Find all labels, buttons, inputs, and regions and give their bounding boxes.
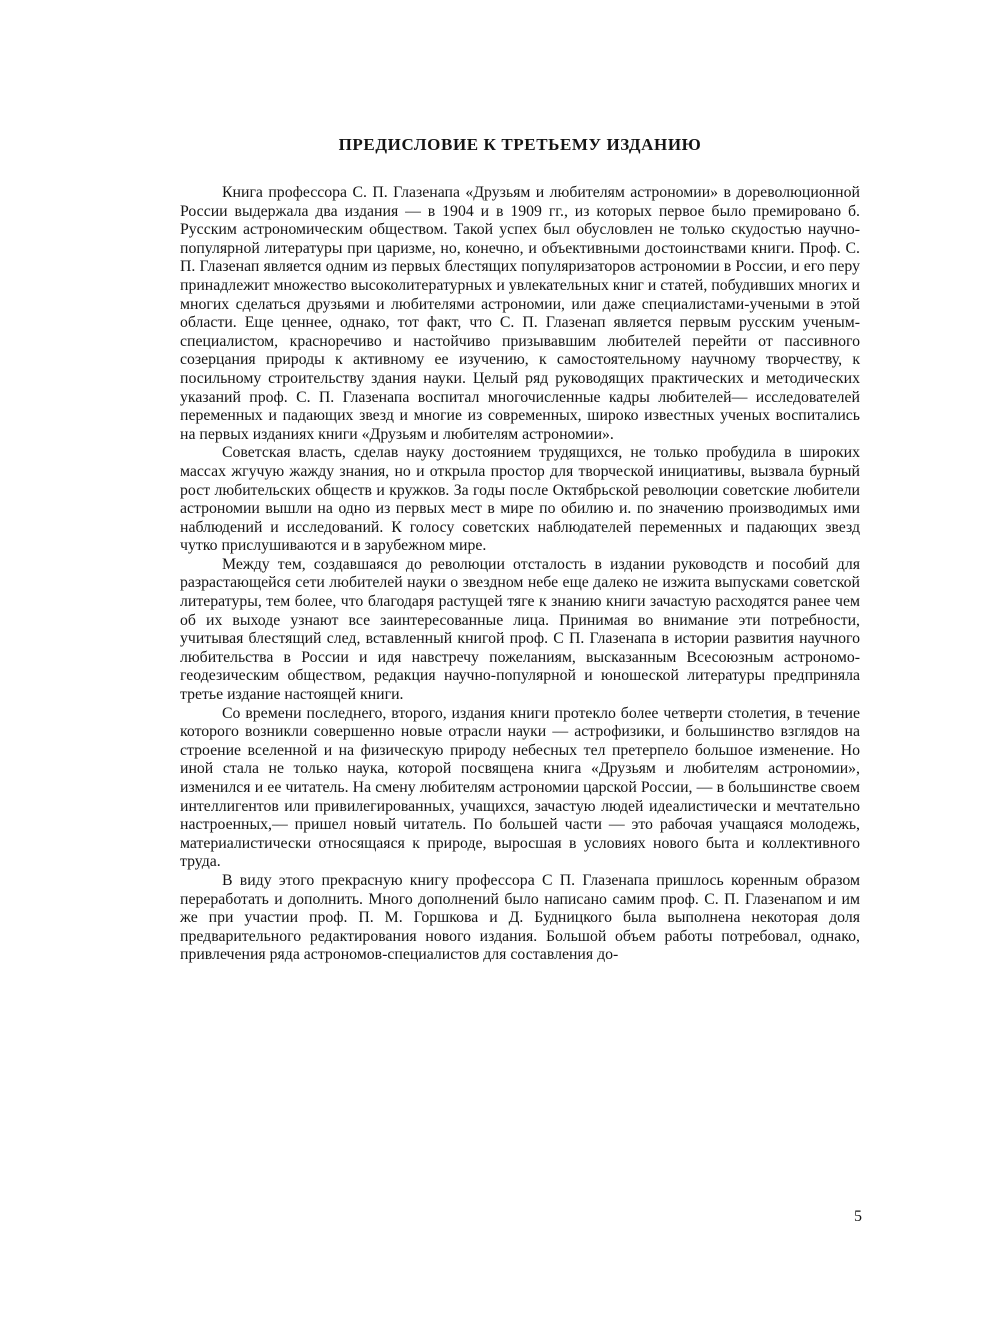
paragraph-3: Между тем, создавшаяся до революции отсталость в издании руководств и пособий для разрастающейся сети любителей науки о звездном небе еще далеко не изжита выпусками советской литературы, тем более, что благодаря растущей тяге к знанию книги зачастую расходятся ранее чем об их выходе узнают все заинтересованные лица. Принимая во внимание эти потребности, учитывая блестящий след, вставленный книгой проф. С П. Глазенапа в истории развития научного любительства в России и идя навстречу пожеланиям, высказанным Всесоюзным астрономо-геодезическим обществом, редакция научно-популярной и юношеской литературы предприняла третье издание настоящей книги. [180,555,860,704]
paragraph-5: В виду этого прекрасную книгу профессора С П. Глазенапа пришлось коренным образом переработать и дополнить. Много дополнений было написано самим проф. С. П. Глазенапом и им же при участии проф. П. М. Горшкова и Д. Будницкого была выполнена некоторая доля предварительного редактирования нового издания. Большой объем работы потребовал, однако, привлечения ряда астрономов-специалистов для составления до- [180,871,860,964]
paragraph-1: Книга профессора С. П. Глазенапа «Друзьям и любителям астрономии» в дореволюционной России выдержала два издания — в 1904 и в 1909 гг., из которых первое было премировано б. Русским астрономическим обществом. Такой успех был обусловлен не только скудостью научно-популярной литературы при царизме, но, конечно, и объективными достоинствами книги. Проф. С. П. Глазенап является одним из первых блестящих популяризаторов астрономии в России, и его перу принадлежит множество высоколитературных и увлекательных книг и статей, побудивших многих и многих сделаться друзьями и любителями астрономии, или даже специалистами-учеными в этой области. Еще ценнее, однако, тот факт, что С. П. Глазенап является первым русским ученым-специалистом, красноречиво и настойчиво призывавшим любителей перейти от пассивного созерцания природы к активному ее изучению, к самостоятельному научному творчеству, к посильному строительству здания науки. Целый ряд руководящих практических и методических указаний проф. С. П. Глазенапа воспитал многочисленные кадры любителей— исследователей переменных и падающих звезд и многие из современных, широко известных ученых воспитались на первых изданиях книги «Друзьям и любителям астрономии». [180,184,860,443]
preface-body [180,184,860,965]
paragraph-2: Советская власть, сделав науку достоянием трудящихся, не только пробудила в широких массах жгучую жажду знания, но и открыла простор для творческой инициативы, вызвала бурный рост любительских обществ и кружков. За годы после Октябрьской революции советские любители астрономии вышли на одно из первых мест в мире по обилию и. по значению производимых ими наблюдений и исследований. К голосу советских наблюдателей переменных и падающих звезд чутко прислушиваются и в зарубежном мире. [180,444,860,555]
page-title: ПРЕДИСЛОВИЕ К ТРЕТЬЕМУ ИЗДАНИЮ [338,135,702,154]
page-number: 5 [854,1208,862,1225]
paragraph-4: Со времени последнего, второго, издания книги протекло более четверти столетия, в течение которого возникли совершенно новые отрасли науки — астрофизики, и большинство взглядов на строение вселенной и на физическую природу небесных тел претерпело большое изменение. Но иной стала не только наука, которой посвящена книга «Друзьям и любителям астрономии», изменился и ее читатель. На смену любителям астрономии царской России, — в большинстве своем интеллигентов или привилегированных, учащихся, зачастую людей идеалистически и мечтательно настроенных,— пришел новый читатель. По большей части — это рабочая учащаяся молодежь, материалистически относящаяся к природе, выросшая в условиях нового быта и коллективного труда. [180,704,860,871]
